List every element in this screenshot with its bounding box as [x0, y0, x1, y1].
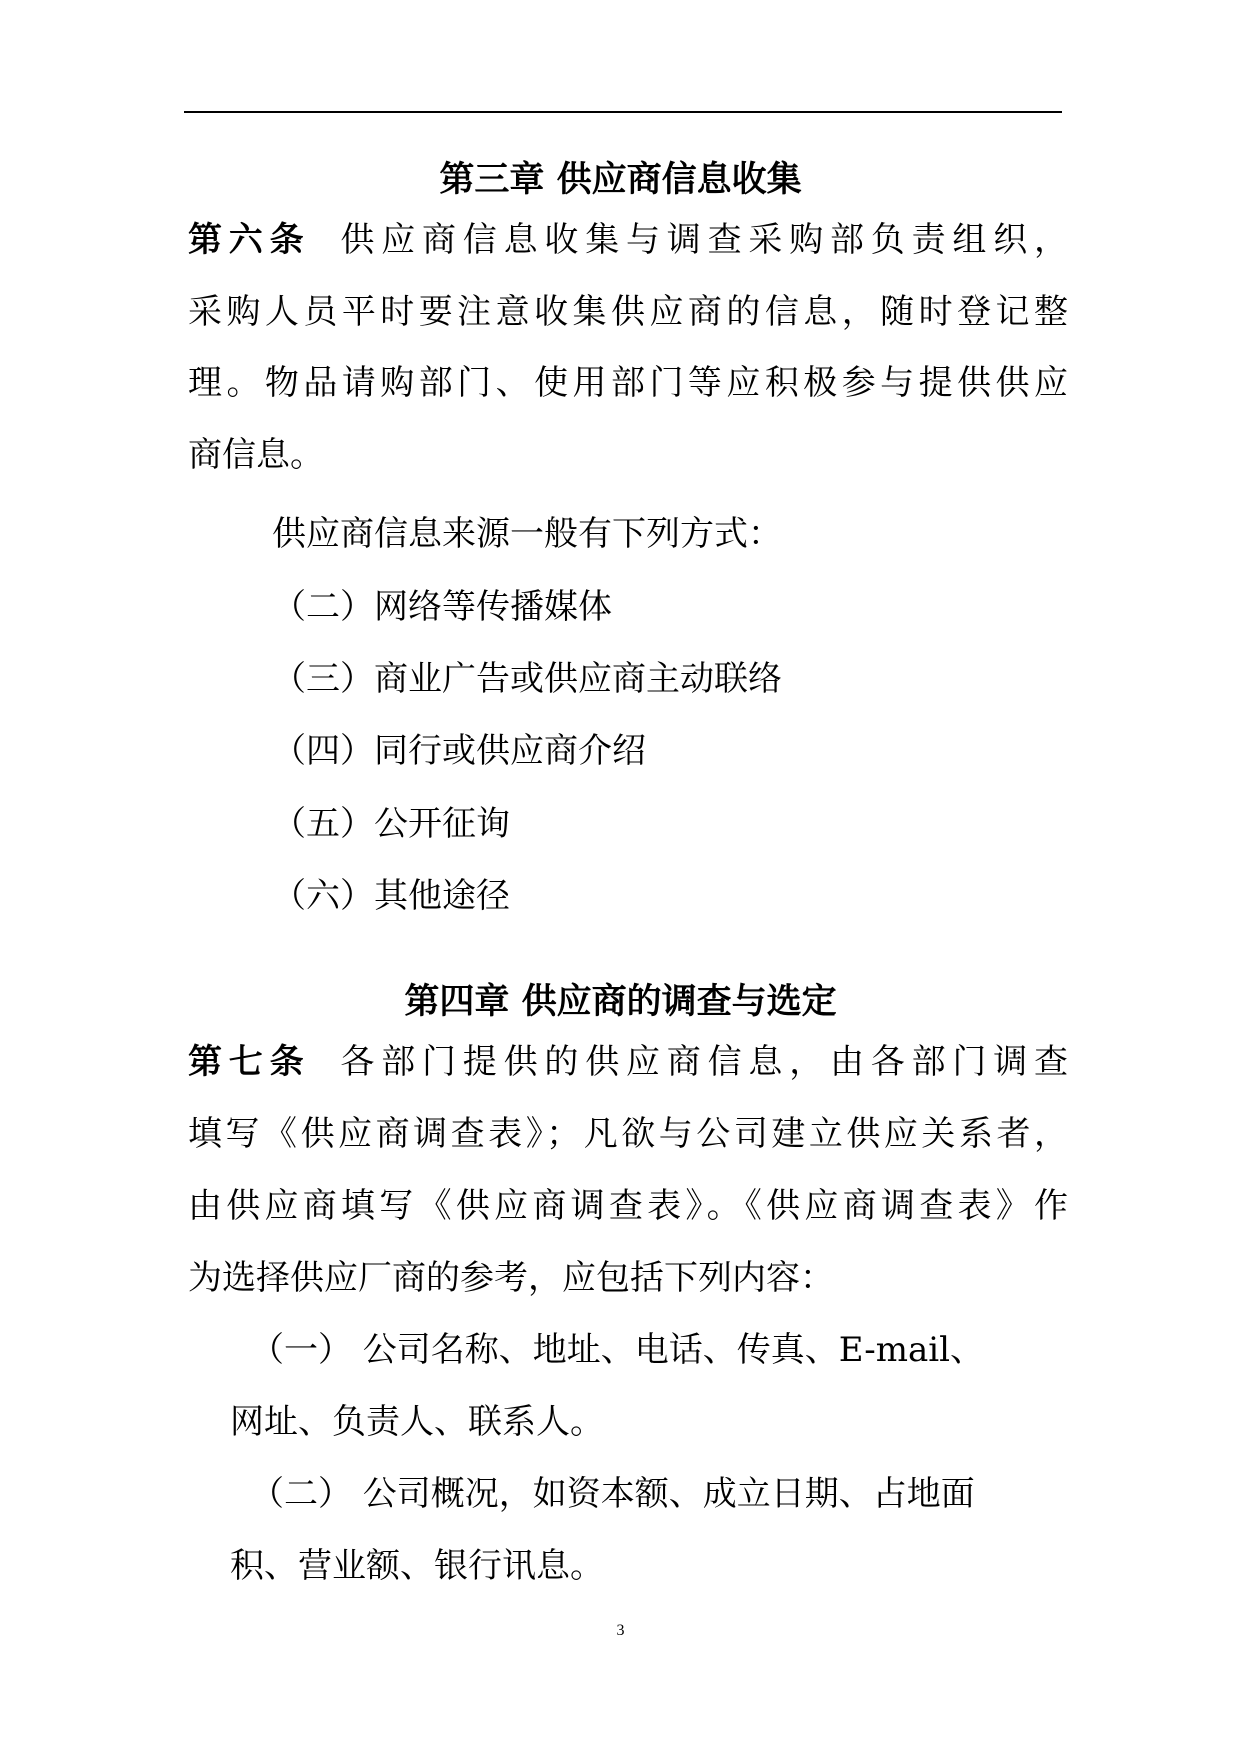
content-item-2-line-1: （二） 公司概况，如资本额、成立日期、占地面	[250, 1474, 975, 1514]
article-7-line-3: 由供应商填写《供应商调查表》。《供应商调查表》作	[188, 1186, 1068, 1226]
source-item-3: （三）商业广告或供应商主动联络	[272, 659, 782, 699]
page-number: 3	[616, 1622, 625, 1639]
article-6-line-3: 理。物品请购部门、使用部门等应积极参与提供供应	[188, 363, 1068, 403]
article-7-text-1: 各部门提供的供应商信息，由各部门调查	[340, 1042, 1069, 1082]
source-item-4: （四）同行或供应商介绍	[272, 731, 646, 771]
article-6-line-1	[188, 218, 1068, 262]
content-item-2-line-2: 积、营业额、银行讯息。	[230, 1546, 604, 1586]
article-6-line-2: 采购人员平时要注意收集供应商的信息，随时登记整	[188, 292, 1068, 332]
article-6-text-1: 供应商信息收集与调查采购部负责组织，	[340, 220, 1069, 260]
content-item-1-line-1: （一） 公司名称、地址、电话、传真、E-mail、	[250, 1330, 985, 1370]
article-7-line-4: 为选择供应厂商的参考，应包括下列内容：	[188, 1258, 834, 1298]
article-6-label: 第六条	[188, 220, 311, 260]
article-7-label: 第七条	[188, 1042, 311, 1082]
article-6-line-4: 商信息。	[188, 435, 324, 475]
article-7-line-1	[188, 1040, 1068, 1084]
chapter-3-title: 第三章 供应商信息收集	[439, 159, 802, 200]
source-item-2: （二）网络等传播媒体	[272, 587, 612, 627]
sources-intro: 供应商信息来源一般有下列方式：	[272, 514, 782, 554]
article-7-line-2: 填写《供应商调查表》；凡欲与公司建立供应关系者，	[188, 1114, 1068, 1154]
content-item-1-line-2: 网址、负责人、联系人。	[230, 1402, 604, 1442]
source-item-5: （五）公开征询	[272, 804, 510, 844]
chapter-4-title: 第四章 供应商的调查与选定	[404, 981, 837, 1022]
source-item-6: （六）其他途径	[272, 876, 510, 916]
header-rule	[184, 111, 1062, 113]
